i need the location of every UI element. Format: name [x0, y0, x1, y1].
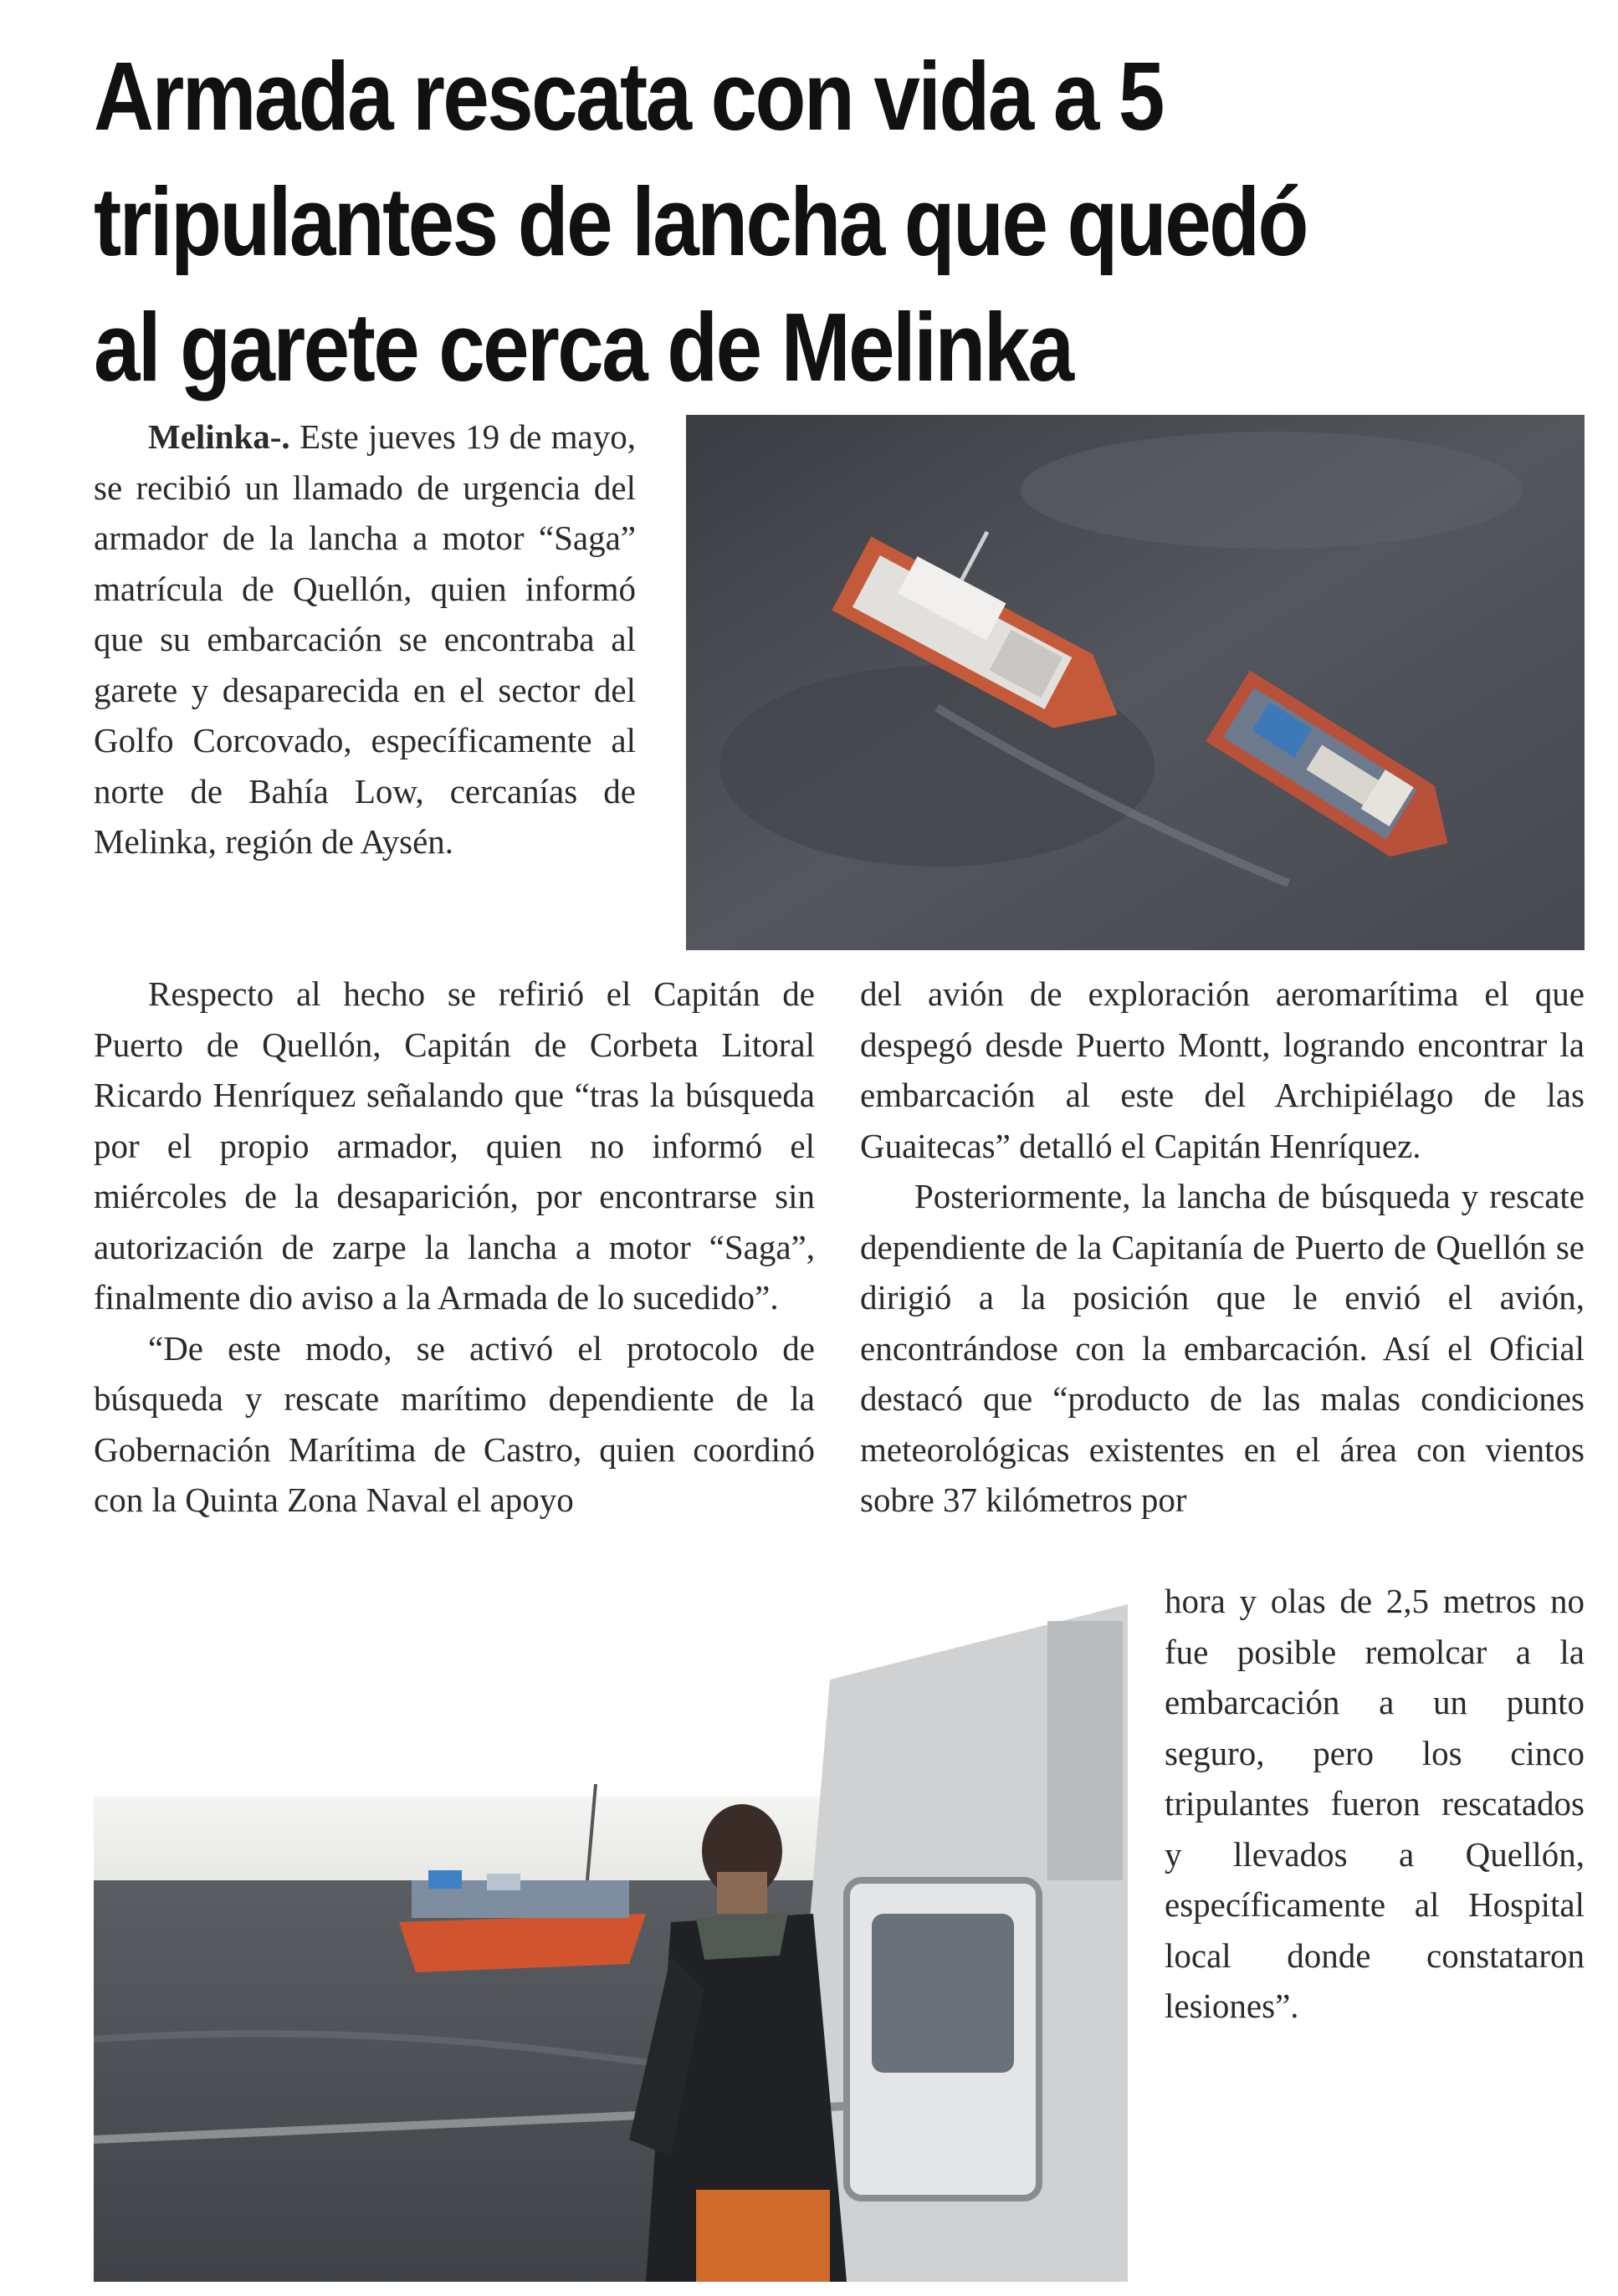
paragraph-4: Posteriormente, la lancha de búsqueda y rescate dependiente de la Capitanía de Puerto de Quellón se dirigió a la posición que le envió el avión, encontrándose con la embarcación. Así el Oficial destacó que “producto de las malas condiciones meteorológicas existentes en el área con vientos sobre 37 kilómetros por — [860, 1177, 1585, 1519]
headline: Armada rescata con vida a 5 tripulantes de lancha que quedó al garete cerca de Melinka — [94, 42, 1307, 401]
column-lead — [94, 412, 636, 867]
dateline: Melinka-. — [148, 417, 290, 456]
photo-aerial-boats — [686, 415, 1585, 950]
paragraph-3-continued: del avión de exploración aeromarítima el que despegó desde Puerto Montt, logrando encontrar la embarcación al este del Archipiélago de las Guaitecas” detalló el Capitán Henríquez. — [860, 974, 1585, 1165]
column-left — [94, 969, 815, 1526]
paragraph-3: “De este modo, se activó el protocolo de búsqueda y rescate marítimo dependiente de la Gobernación Marítima de Castro, quien coordinó con la Quinta Zona Naval el apoyo — [94, 1328, 815, 1519]
column-bottom-right — [1165, 1576, 1585, 2032]
paragraph-1 — [94, 412, 636, 867]
photo-rescue-deck — [94, 1604, 1128, 2282]
column-right — [860, 969, 1585, 1526]
paragraph-2: Respecto al hecho se refirió el Capitán de Puerto de Quellón, Capitán de Corbeta Litoral Ricardo Henríquez señalando que “tras la búsqueda por el propio armador, quien no informó el miércoles de la desaparición, por encontrarse sin autorización de zarpe la lancha a motor “Saga”, finalmente dio aviso a la Armada de lo sucedido”. — [94, 974, 815, 1317]
paragraph-1-text: Este jueves 19 de mayo, se recibió un llamado de urgencia del armador de la lancha a motor “Saga” matrícula de Quellón, quien informó que su embarcación se encontraba al garete y desaparecida en el sector del Golfo Corcovado, específicamente al norte de Bahía Low, cercanías de Melinka, región de Aysén. — [94, 417, 636, 861]
paragraph-4-continued: hora y olas de 2,5 metros no fue posible remolcar a la embarcación a un punto seguro, pero los cinco tripulantes fueron rescatados y llevados a Quellón, específicamente al Hospital local donde constataron lesiones”. — [1165, 1582, 1585, 2025]
